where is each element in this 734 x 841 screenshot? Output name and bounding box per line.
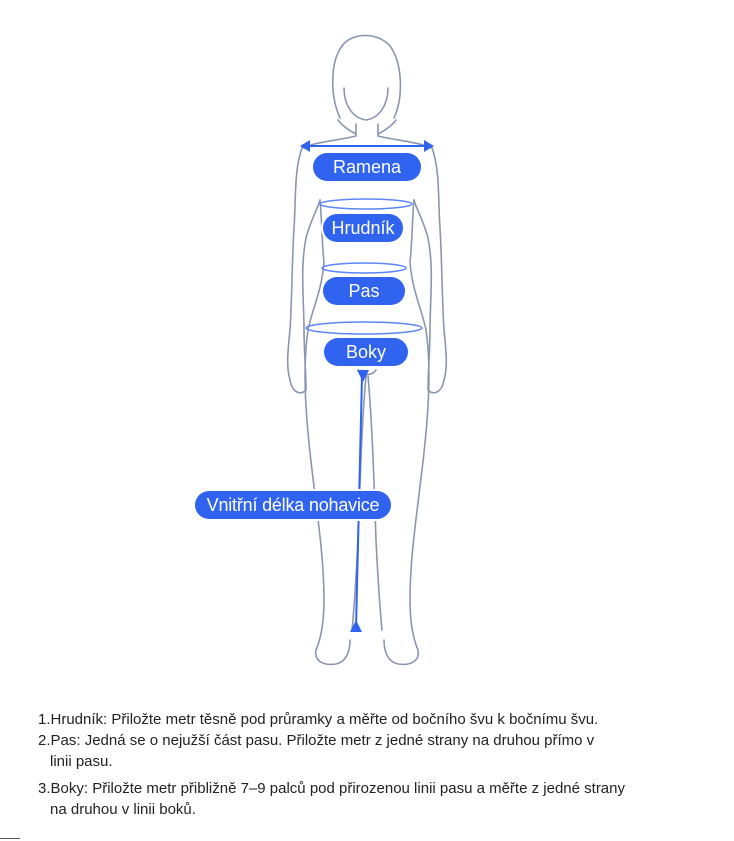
- measurement-instructions: [38, 709, 718, 820]
- instruction-text: Přiložte metr těsně pod průramky a měřte od bočního švu k bočnímu švu.: [107, 711, 599, 728]
- instruction-term: Hrudník: [50, 711, 104, 728]
- waist-measure-ring: [322, 263, 406, 273]
- instruction-text: Jedná se o nejužší část pasu. Přiložte metr z jedné strany na druhou přímo v: [80, 732, 595, 749]
- instruction-item-hips: [38, 778, 718, 799]
- shoulders-label: Ramena: [313, 153, 421, 181]
- hips-measure-ring: [306, 322, 422, 334]
- instruction-continuation: linii pasu.: [50, 753, 113, 770]
- inseam-label: Vnitřní délka nohavice: [195, 491, 391, 519]
- instruction-separator: :: [103, 711, 108, 728]
- hips-label: Boky: [324, 338, 408, 366]
- divider: [0, 838, 20, 839]
- instruction-continuation: na druhou v linii boků.: [50, 801, 196, 818]
- instruction-text: Přiložte metr přibližně 7–9 palců pod přirozenou linii pasu a měřte z jedné strany: [88, 780, 625, 797]
- chest-label: Hrudník: [323, 214, 403, 242]
- instruction-separator: :: [76, 732, 81, 749]
- instruction-term: Pas: [50, 732, 77, 749]
- instruction-number: 2.: [38, 732, 51, 749]
- chest-measure-ring: [320, 199, 412, 209]
- shoulder-measure-line: [300, 140, 434, 152]
- instruction-number: 1.: [38, 711, 51, 728]
- instruction-separator: :: [83, 780, 89, 797]
- waist-label: Pas: [323, 277, 405, 305]
- instruction-item-waist: [38, 730, 718, 751]
- instruction-item-chest: [38, 709, 718, 730]
- instruction-number: 3.: [38, 780, 51, 797]
- instruction-term: Boky: [50, 780, 84, 797]
